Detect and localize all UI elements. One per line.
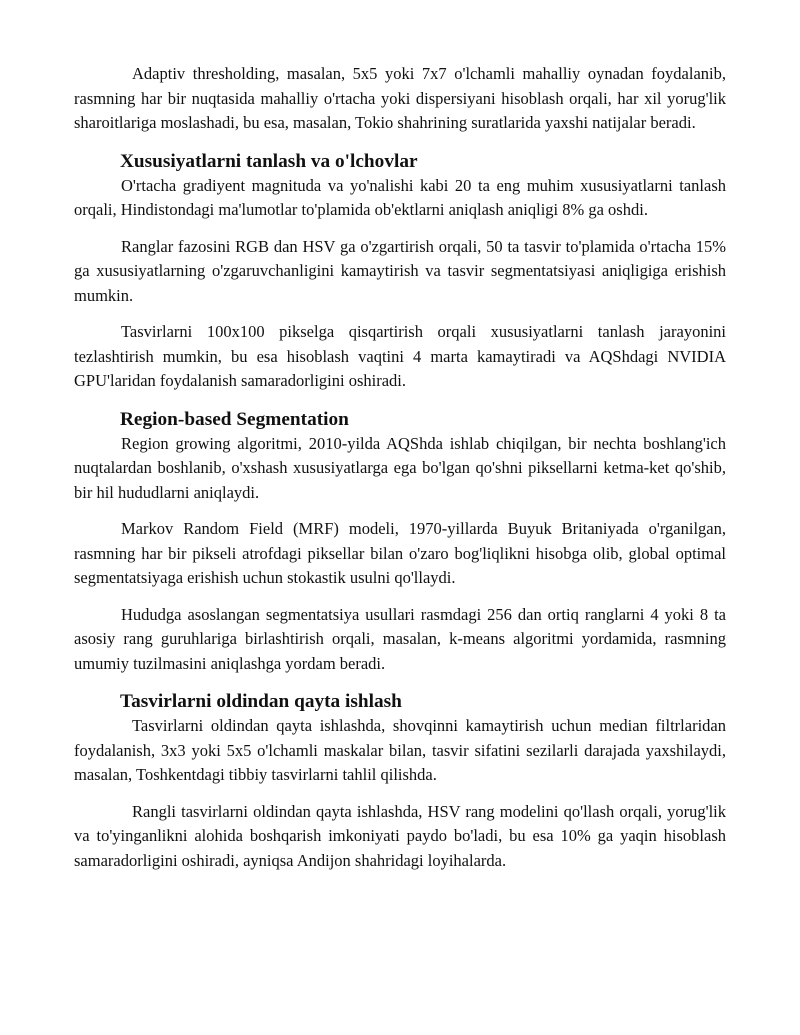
paragraph: Tasvirlarni 100x100 pikselga qisqartirish orqali xususiyatlarni tanlash jarayonini tezlashtirish mumkin, bu esa hisoblash vaqtini 4 marta kamaytiradi va AQShdagi NVIDIA GPU'laridan foydalanish samaradorligini oshiradi. [74,322,726,390]
paragraph: Markov Random Field (MRF) modeli, 1970-yillarda Buyuk Britaniyada o'rganilgan, rasmning har bir pikseli atrofdagi piksellar bilan o'zaro bog'liqlikni hisobga olib, global optimal segmentatsiyaga erishish uchun stokastik usulni qo'llaydi. [74,519,726,587]
paragraph: O'rtacha gradiyent magnituda va yo'nalishi kabi 20 ta eng muhim xususiyatlarni tanlash orqali, Hindistondagi ma'lumotlar to'plamida ob'ektlarni aniqlash aniqligi 8% ga oshdi. [74,175,726,219]
paragraph: Rangli tasvirlarni oldindan qayta ishlashda, HSV rang modelini qo'llash orqali, yorug'lik va to'yinganlikni alohida boshqarish imkoniyati paydo bo'ladi, bu esa 10% ga yaqin hisoblash samaradorligini oshiradi, ayniqsa Andijon shahridagi loyihalarda. [74,801,726,870]
paragraph: Adaptiv thresholding, masalan, 5x5 yoki 7x7 o'lchamli mahalliy oynadan foydalanib, rasmning har bir nuqtasida mahalliy o'rtacha yoki dispersiyani hisoblash orqali, har xil yorug'lik sharoitlariga moslashadi, bu esa, masalan, Tokio shahrining suratlarida yaxshi natijalar beradi. [74,64,726,132]
section-heading: Xususiyatlarni tanlash va o'lchovlar [120,150,418,172]
section-heading: Region-based Segmentation [120,408,349,430]
paragraph: Hududga asoslangan segmentatsiya usullari rasmdagi 256 dan ortiq ranglarni 4 yoki 8 ta asosiy rang guruhlariga birlashtirish orqali, masalan, k-means algoritmi yordamida, rasmning umumiy tuzilmasini aniqlashga yordam beradi. [74,604,726,673]
paragraph: Tasvirlarni oldindan qayta ishlashda, shovqinni kamaytirish uchun median filtrlaridan foydalanish, 3x3 yoki 5x5 o'lchamli maskalar bilan, tasvir sifatini sezilarli darajada yaxshilaydi, masalan, Toshkentdagi tibbiy tasvirlarni tahlil qilishda. [74,716,726,784]
section-heading: Tasvirlarni oldindan qayta ishlash [120,691,402,712]
paragraph: Region growing algoritmi, 2010-yilda AQShda ishlab chiqilgan, bir nechta boshlang'ich nuqtalardan boshlanib, o'xshash xususiyatlarga ega bo'lgan qo'shni piksellarni ketma-ket qo'shib, bir hil hududlarni aniqlaydi. [74,433,726,502]
document-page [74,62,726,873]
paragraph: Ranglar fazosini RGB dan HSV ga o'zgartirish orqali, 50 ta tasvir to'plamida o'rtacha 15% ga xususiyatlarning o'zgaruvchanligini kamaytirish va tasvir segmentatsiyasi aniqligiga erishish mumkin. [74,236,726,305]
